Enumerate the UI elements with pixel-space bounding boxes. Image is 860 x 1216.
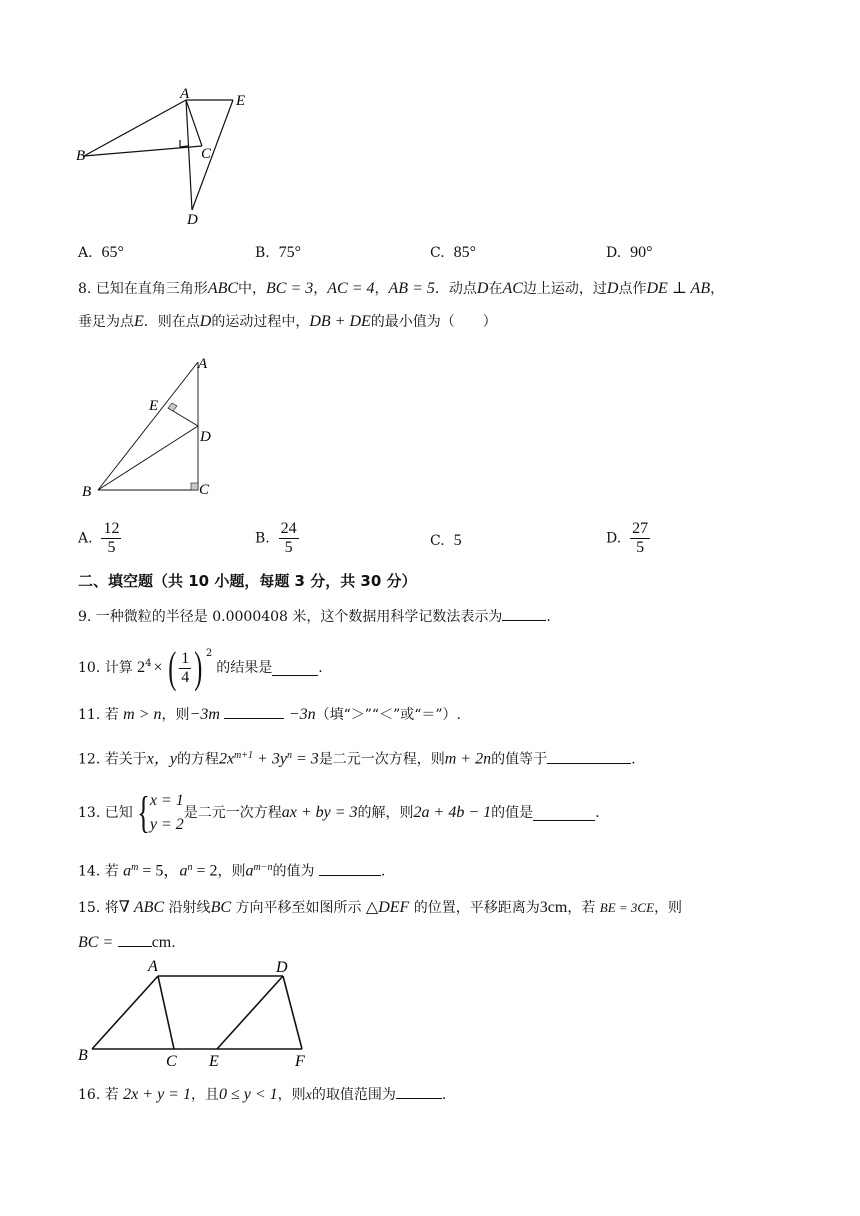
q16	[78, 1084, 446, 1106]
math: 0 ≤ y < 1	[218, 1086, 278, 1103]
math: −3m	[189, 706, 220, 723]
math: 3cm	[539, 899, 568, 916]
fig7-label-d: D	[187, 212, 198, 228]
math: AC	[502, 280, 523, 297]
fig15-label-d: D	[276, 959, 288, 976]
fraction	[101, 520, 121, 557]
text: ，且	[190, 1087, 219, 1103]
option-letter: A.	[78, 245, 93, 261]
option-letter: B.	[255, 245, 270, 261]
math: = 5，	[138, 862, 180, 880]
numerator: 27	[632, 520, 649, 537]
fig7-label-b: B	[76, 148, 86, 164]
text: ，则	[217, 863, 246, 880]
text: 的解，则	[357, 805, 414, 821]
text: 点作	[618, 281, 647, 297]
text: ，则	[654, 900, 683, 916]
fig15-label-a: A	[148, 958, 158, 975]
text: ．则在点	[143, 314, 200, 330]
equation-row: x = 1	[149, 792, 184, 809]
text: 沿射线	[168, 900, 211, 916]
q7-figure	[70, 88, 270, 230]
math: cm	[151, 934, 172, 951]
fig8-label-e: E	[149, 398, 159, 414]
option-value: 90°	[630, 244, 653, 261]
answer-blank[interactable]	[547, 749, 631, 764]
left-paren: (	[167, 643, 176, 692]
text: .	[441, 1087, 447, 1103]
q7-option-b	[255, 244, 301, 262]
text: 边上运动，过	[522, 281, 607, 297]
text: 的值为	[272, 863, 315, 880]
fig15-label-e: E	[209, 1053, 219, 1068]
math: 2a + 4b − 1	[413, 804, 492, 821]
fig15-label-b: B	[78, 1047, 88, 1064]
text: .	[546, 609, 551, 625]
text: 14. 若	[78, 863, 119, 880]
math: + 3y	[253, 750, 287, 768]
math: ABC	[207, 280, 239, 297]
math: x，y	[146, 750, 177, 768]
math: = 3	[291, 750, 319, 768]
math: △DEF	[365, 899, 410, 916]
math: ×	[153, 659, 163, 676]
answer-blank[interactable]	[396, 1084, 442, 1099]
text: 的取值范围为	[311, 1087, 396, 1103]
text: ，	[374, 281, 389, 297]
math: a	[245, 862, 254, 880]
numerator: 24	[280, 520, 297, 537]
text: .	[380, 863, 386, 880]
q15-figure	[76, 956, 336, 1068]
q7-option-a	[78, 244, 124, 262]
numerator: 1	[181, 649, 190, 667]
text: 的方程	[176, 751, 219, 768]
math: a	[123, 862, 132, 880]
text: ，	[710, 281, 725, 297]
option-letter: D.	[606, 245, 622, 261]
exponent: n	[286, 750, 292, 761]
text: ．动点	[434, 281, 477, 297]
q8-option-c	[430, 532, 462, 550]
text: ，则	[277, 1087, 306, 1103]
text: 是二元一次方程	[183, 805, 282, 821]
option-letter: C.	[430, 245, 445, 261]
math: DE ⊥ AB	[646, 280, 711, 297]
denominator: 4	[181, 668, 190, 686]
fig7-label-a: A	[180, 88, 190, 102]
fig8-label-b: B	[82, 484, 92, 500]
text: 中，	[238, 281, 267, 297]
option-letter: B.	[255, 530, 270, 547]
text: 13. 已知	[78, 805, 133, 821]
numerator: 12	[103, 520, 120, 537]
q14	[78, 858, 385, 882]
fraction	[179, 650, 191, 687]
option-value: 85°	[453, 244, 476, 261]
fig15-label-f: F	[295, 1053, 305, 1068]
text: 的运动过程中，	[211, 314, 310, 330]
math: = 2	[192, 862, 218, 880]
text: .	[318, 660, 323, 676]
right-paren: )	[194, 643, 203, 692]
exponent: 2	[205, 648, 213, 659]
text: 垂足为点	[78, 314, 134, 330]
exponent: m−n	[253, 862, 273, 873]
q10	[78, 643, 323, 692]
q15-line2	[78, 932, 176, 953]
text: 方向平移至如图所示	[235, 900, 362, 916]
fig15-label-c: C	[166, 1053, 177, 1068]
text: 的值是	[491, 805, 534, 821]
text: 16. 若	[78, 1087, 119, 1103]
denominator: 5	[284, 539, 293, 556]
text: 已知在直角三角形	[95, 281, 208, 297]
text: ，	[313, 281, 328, 297]
text: 9. 一种微粒的半径是 0.0000408 米，这个数据用科学记数法表示为	[78, 609, 503, 625]
math: ∇ ABC	[118, 899, 165, 916]
math: E	[134, 313, 144, 330]
answer-blank[interactable]	[319, 861, 381, 876]
math: D	[199, 313, 212, 330]
text: 15. 将	[78, 900, 119, 916]
q15-line1	[78, 898, 682, 918]
q8-line2	[78, 312, 497, 332]
text: 在	[488, 281, 503, 297]
answer-blank[interactable]	[118, 932, 152, 947]
math: a	[179, 862, 188, 880]
math: AB = 5	[388, 280, 435, 297]
q11	[78, 704, 461, 725]
equation-row: y = 2	[149, 816, 184, 833]
math: BC =	[78, 934, 114, 951]
math: BC	[210, 899, 232, 916]
text: ，则	[161, 707, 190, 723]
fig8-label-d: D	[200, 429, 211, 445]
math: m + 2n	[444, 750, 492, 768]
math: m > n	[123, 706, 162, 723]
text: 的结果是	[216, 660, 273, 676]
fig8-label-a: A	[198, 356, 208, 372]
option-value: 65°	[101, 244, 124, 261]
text: 12. 若关于	[78, 751, 147, 768]
text: 11. 若	[78, 707, 119, 723]
fraction	[630, 520, 650, 557]
exponent: m	[131, 862, 139, 873]
math: 2x	[218, 750, 235, 768]
text: .	[171, 935, 176, 951]
option-letter: C.	[430, 533, 445, 549]
answer-blank[interactable]	[224, 704, 284, 719]
fig8-label-c: C	[199, 482, 210, 498]
math: BC = 3	[266, 280, 314, 297]
math: ax + by = 3	[281, 804, 358, 821]
text: （填“＞”“＜”或“＝”）.	[315, 707, 461, 723]
q7-option-c	[430, 244, 476, 262]
q8-line1	[78, 279, 724, 299]
exponent: n	[187, 862, 193, 873]
exponent: 4	[145, 658, 152, 669]
exponent: m+1	[234, 750, 254, 761]
q8-option-d	[606, 520, 650, 557]
option-value: 5	[453, 532, 462, 549]
section-heading: 二、填空题（共 10 小题，每题 3 分，共 30 分）	[78, 572, 417, 590]
answer-blank[interactable]	[502, 606, 546, 621]
math: D	[476, 280, 489, 297]
text: .	[595, 805, 600, 821]
text: 10. 计算	[78, 660, 133, 676]
math: DB + DE	[309, 313, 371, 330]
q9	[78, 606, 551, 627]
answer-blank[interactable]	[533, 806, 595, 821]
text: 的最小值为（ ）	[370, 314, 497, 330]
q12	[78, 746, 636, 770]
fraction	[279, 520, 299, 557]
option-letter: D.	[606, 530, 622, 547]
math: 2x + y = 1	[123, 1086, 191, 1103]
option-value: 75°	[278, 244, 302, 261]
fig7-label-c: C	[201, 146, 212, 162]
text: 是二元一次方程，则	[318, 751, 445, 768]
math: AC = 4	[327, 280, 375, 297]
math: 2	[137, 659, 146, 676]
q8-option-a	[78, 520, 121, 557]
q13	[78, 788, 600, 838]
answer-blank[interactable]	[272, 661, 318, 676]
text: 的位置，平移距离为	[413, 900, 540, 916]
math: −3n	[288, 706, 316, 723]
q8-figure	[76, 350, 236, 500]
math: D	[606, 280, 619, 297]
left-brace: {	[136, 788, 150, 837]
text: ，若	[567, 900, 596, 916]
denominator: 5	[636, 539, 645, 556]
math: x	[305, 1088, 312, 1103]
question-number: 8.	[78, 281, 92, 297]
option-letter: A.	[78, 530, 93, 547]
denominator: 5	[107, 539, 116, 556]
q8-option-b	[255, 520, 299, 557]
fig7-label-e: E	[236, 93, 246, 109]
math: BE = 3CE	[599, 900, 655, 915]
q7-option-d	[606, 244, 653, 262]
system	[150, 789, 184, 837]
text: .	[631, 751, 636, 768]
text: 的值等于	[491, 751, 548, 768]
